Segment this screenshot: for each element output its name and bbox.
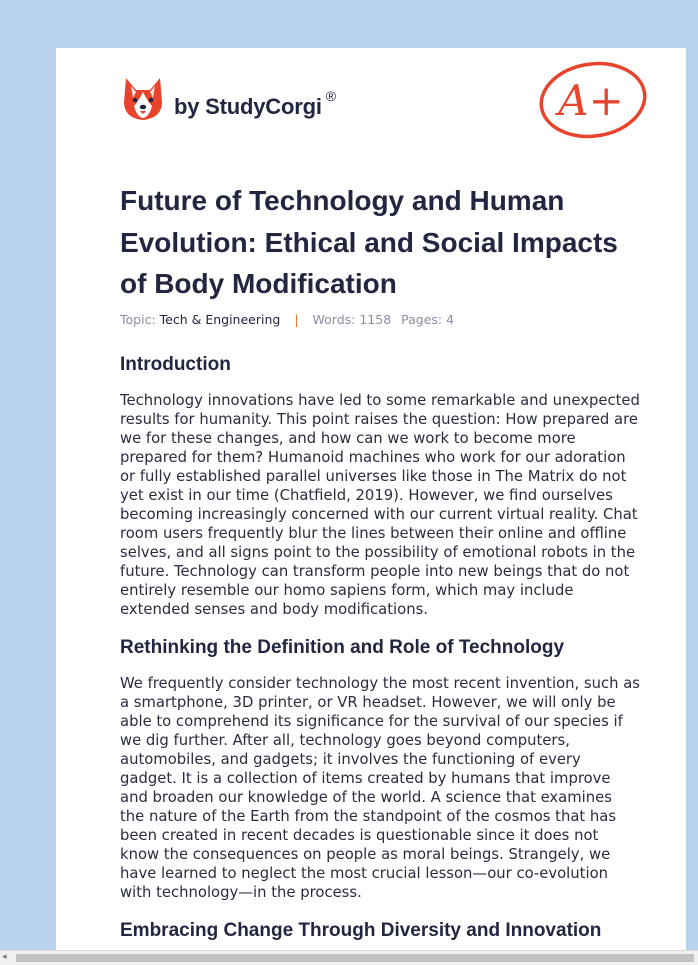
document-page xyxy=(56,48,686,952)
section-heading-introduction: Introduction xyxy=(120,354,231,375)
document-title: Future of Technology and Human Evolution: Ethical and Social Impacts of Body Modification xyxy=(120,185,618,299)
section-heading-embracing: Embracing Change Through Diversity and Innovation xyxy=(120,920,602,941)
scroll-left-arrow-icon[interactable]: ◂ xyxy=(2,952,7,962)
page-count: Pages: 4 xyxy=(401,312,455,327)
document-meta xyxy=(120,312,454,327)
section-heading-rethinking: Rethinking the Definition and Role of Technology xyxy=(120,637,565,658)
svg-text:A+: A+ xyxy=(558,76,624,125)
horizontal-scrollbar[interactable] xyxy=(0,950,698,965)
scrollbar-thumb[interactable] xyxy=(16,954,694,962)
meta-separator: | xyxy=(294,312,299,327)
brand-name: by StudyCorgi ® xyxy=(174,88,336,119)
topic-link[interactable]: Tech & Engineering xyxy=(159,312,281,327)
grade-badge-icon xyxy=(538,58,650,142)
studycorgi-logo[interactable] xyxy=(122,76,362,126)
section-body-rethinking: We frequently consider technology the most recent invention, such as a smartphone, 3D printer, or VR headset. However, we will only be able to comprehend its significance for the survival of our species if we dig further. After all, technology goes beyond computers, automobiles, and gadgets; it involves the functioning of every gadget. It is a collection of items created by humans that improve and broaden our knowledge of the world. A science that examines the nature of the Earth from the standpoint of the cosmos that has been created in recent decades is questionable since it does not know the consequences on people as moral beings. Strangely, we have learned to neglect the most crucial lesson—our co-evolution with technology—in the process. xyxy=(120,675,641,901)
section-body-introduction: Technology innovations have led to some remarkable and unexpected results for humanity. This point raises the question: How prepared are we for these changes, and how can we work to become more prepared for them? Humanoid machines who work for our adoration or fully established parallel universes like those in The Matrix do not yet exist in our time (Chatfield, 2019). However, we find ourselves becoming increasingly concerned with our current virtual reality. Chat room users frequently blur the lines between their online and offline selves, and all signs point to the possibility of emotional robots in the future. Technology can transform people into new beings that do not entirely resemble our homo sapiens form, which may include extended senses and body modifications. xyxy=(120,392,640,618)
corgi-logo-icon xyxy=(122,76,164,122)
word-count: Words: 1158 xyxy=(312,312,392,327)
topic-label: Topic: xyxy=(120,312,156,327)
